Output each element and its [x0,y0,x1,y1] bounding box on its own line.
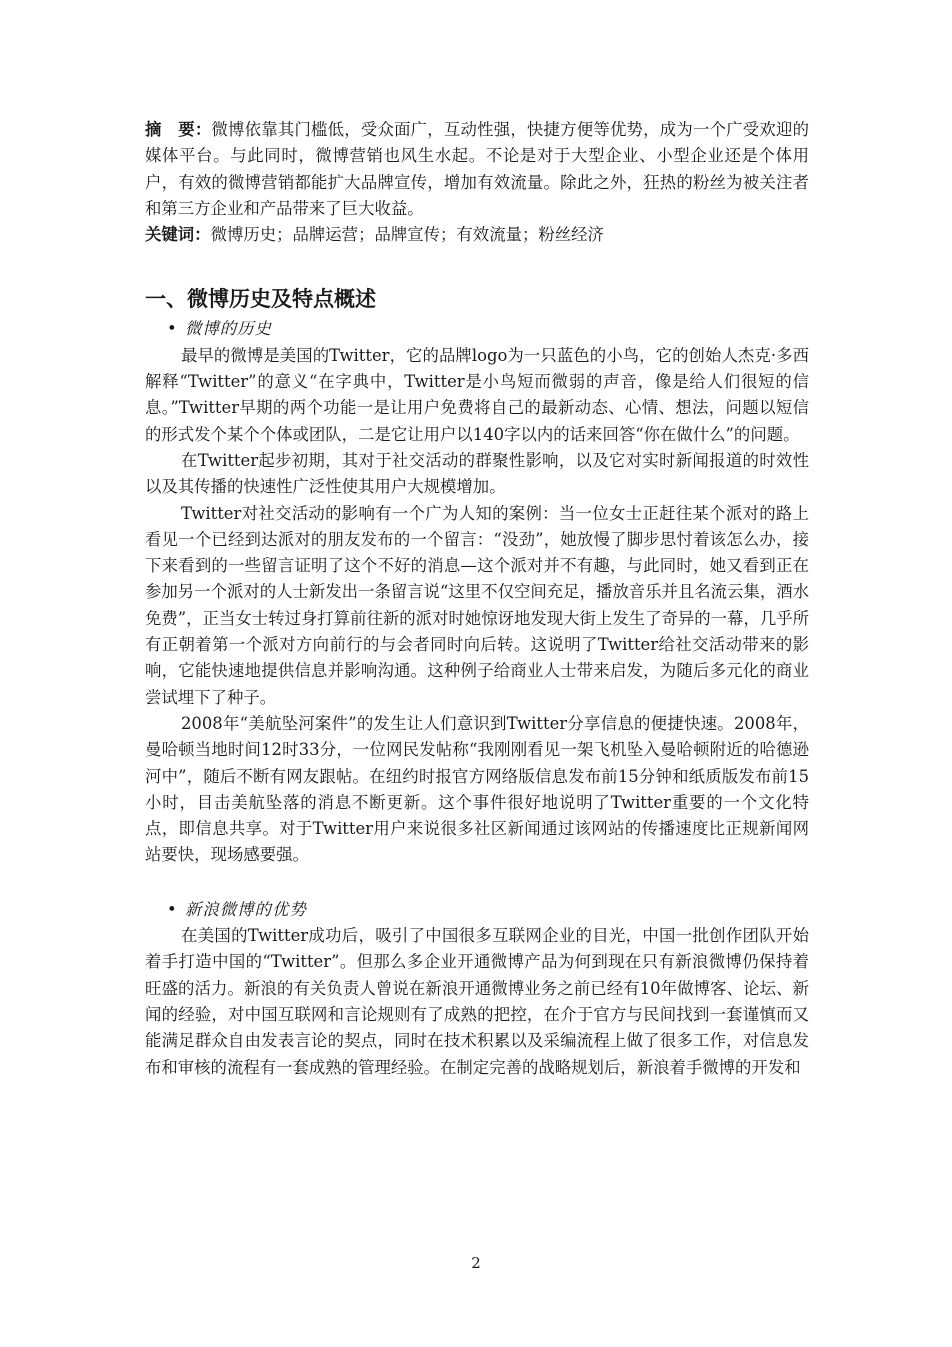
bullet-icon: • [167,319,177,339]
page-content [145,117,809,1081]
keywords-text: 微博历史；品牌运营；品牌宣传；有效流量；粉丝经济 [210,225,604,245]
subsection-heading-sina [145,897,809,923]
abstract-text: 微博依靠其门槛低，受众面广，互动性强，快捷方便等优势，成为一个广受欢迎的媒体平台。与此同时，微博营销也风生水起。不论是对于大型企业、小型企业还是个体用户，有效的微博营销都能扩大品牌宣传，增加有效流量。除此之外，狂热的粉丝为被关注者和第三方企业和产品带来了巨大收益。 [145,120,809,218]
paragraph: 在美国的Twitter成功后，吸引了中国很多互联网企业的目光，中国一批创作团队开始着手打造中国的“Twitter”。但那么多企业开通微博产品为何到现在只有新浪微博仍保持着旺盛的活力。新浪的有关负责人曾说在新浪开通微博业务之前已经有10年做博客、论坛、新闻的经验，对中国互联网和言论规则有了成熟的把控，在介于官方与民间找到一套谨慎而又能满足群众自由发表言论的契点，同时在技术积累以及采编流程上做了很多工作，对信息发布和审核的流程有一套成熟的管理经验。在制定完善的战略规划后，新浪着手微博的开发和 [145,926,809,1077]
bullet-icon: • [167,899,177,919]
page-number: 2 [471,1254,481,1272]
keywords-label: 关键词： [145,225,211,245]
section-title: 一、微博历史及特点概述 [145,286,376,312]
paragraph: 最早的微博是美国的Twitter，它的品牌logo为一只蓝色的小鸟，它的创始人杰克·多西解释“Twitter”的意义“在字典中，Twitter是小鸟短而微弱的声音，像是给人们很短的信息。”Twitter早期的两个功能一是让用户免费将自己的最新动态、心情、想法，问题以短信的形式发个某个个体或团队，二是它让用户以140字以内的话来回答“你在做什么”的问题。 [145,345,809,444]
abstract [145,117,809,222]
keywords [145,222,809,248]
paragraph: Twitter对社交活动的影响有一个广为人知的案例：当一位女士正赶往某个派对的路上看见一个已经到达派对的朋友发布的一个留言：“没劲”，她放慢了脚步思忖着该怎么办，接下来看到的一些留言证明了这个不好的消息—这个派对并不有趣，与此同时，她又看到正在参加另一个派对的人士新发出一条留言说“这里不仅空间充足，播放音乐并且名流云集，酒水免费”，正当女士转过身打算前往新的派对时她惊讶地发现大街上发生了奇异的一幕，几乎所有正朝着第一个派对方向前行的与会者同时向后转。这说明了Twitter给社交活动带来的影响，它能快速地提供信息并影响沟通。这种例子给商业人士带来启发，为随后多元化的商业尝试埋下了种子。 [145,503,810,707]
subsection-heading-history [145,316,809,342]
paragraph: 2008年“美航坠河案件”的发生让人们意识到Twitter分享信息的便捷快速。2008年，曼哈顿当地时间12时33分，一位网民发帖称“我刚刚看见一架飞机坠入曼哈顿附近的哈德逊河中”，随后不断有网友跟帖。在纽约时报官方网络版信息发布前15分钟和纸质版发布前15小时，目击美航坠落的消息不断更新。这个事件很好地说明了Twitter重要的一个文化特点，即信息共享。对于Twitter用户来说很多社区新闻通过该网站的传播速度比正规新闻网站要快，现场感要强。 [145,713,809,865]
subsection-title: 新浪微博的优势 [185,899,307,919]
subsection-title: 微博的历史 [185,319,272,339]
abstract-label: 摘 要： [145,120,212,139]
paragraph: 在Twitter起步初期，其对于社交活动的群聚性影响，以及它对实时新闻报道的时效性以及其传播的快速性广泛性使其用户大规模增加。 [145,450,809,497]
spacer [145,869,809,895]
